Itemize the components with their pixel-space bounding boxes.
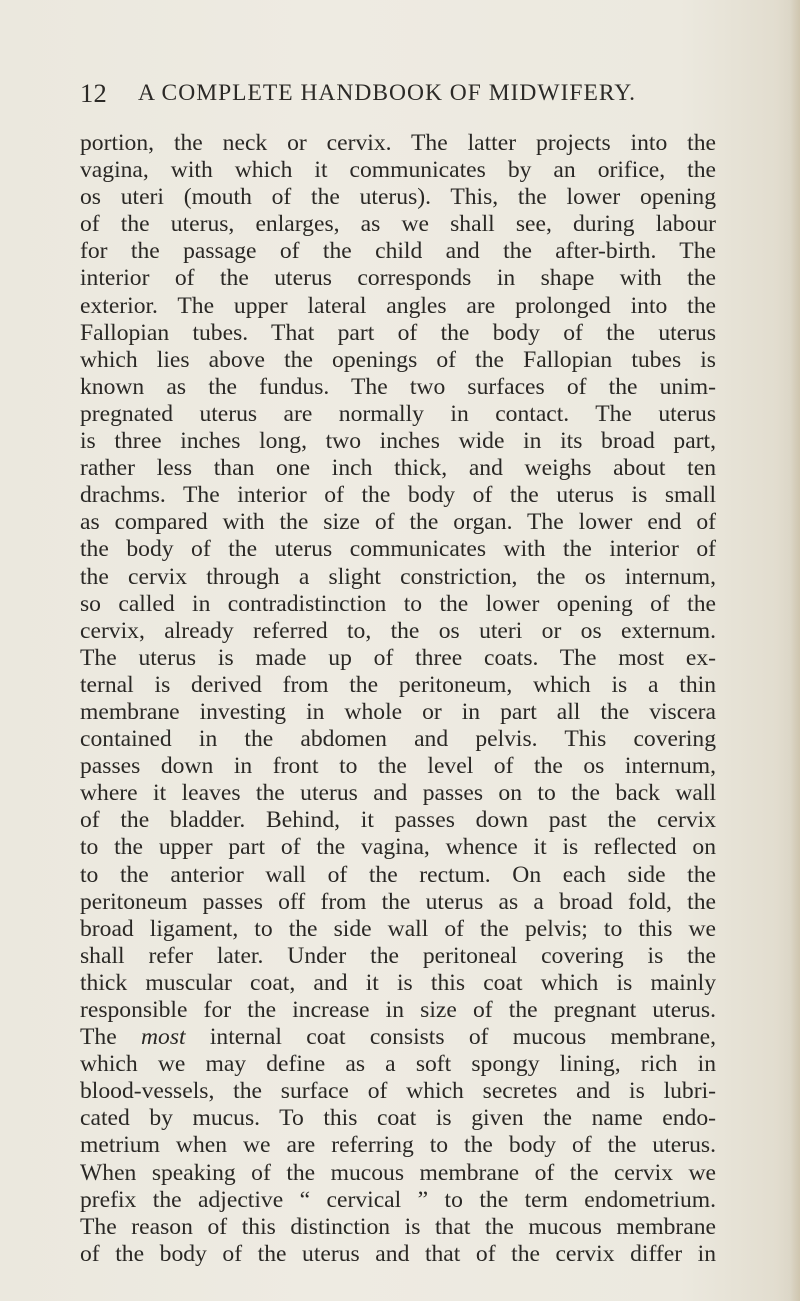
text-line: the body of the uterus communicates with the interior of [80,536,716,563]
text-line: membrane investing in whole or in part all the viscera [80,698,716,725]
text-line: as compared with the size of the organ. The lower end of [80,509,716,536]
text-line: which lies above the openings of the Fallopian tubes is [80,346,716,373]
text-line: prefix the adjective “ cervical ” to the term endometrium. [80,1186,716,1213]
text-line: responsible for the increase in size of the pregnant uterus. [80,997,716,1023]
text-line: cervix, already referred to, the os uteri or os externum. [80,617,716,644]
text-line: The reason of this distinction is that the mucous membrane [80,1213,716,1240]
text-line: blood-vessels, the surface of which secretes and is lubri- [80,1078,716,1105]
text-line: thick muscular coat, and it is this coat which is mainly [80,969,716,996]
text-line: portion, the neck or cervix. The latter projects into the [80,130,716,156]
text-line-italic [80,1024,716,1051]
text-line: shall refer later. Under the peritoneal covering is the [80,942,716,969]
text-segment: The [80,1024,141,1051]
text-line: the cervix through a slight constriction, the os internum, [80,563,716,590]
text-line: peritoneum passes off from the uterus as a broad fold, the [80,888,716,915]
text-line: so called in contradistinction to the lower opening of the [80,590,716,617]
text-line: which we may define as a soft spongy lining, rich in [80,1051,716,1078]
text-line: rather less than one inch thick, and weighs about ten [80,455,716,482]
text-line: drachms. The interior of the body of the uterus is small [80,482,716,509]
italic-word: most [140,1024,186,1051]
text-line: When speaking of the mucous membrane of the cervix we [80,1159,716,1186]
text-line: known as the fundus. The two surfaces of the unim- [80,373,716,400]
text-line: os uteri (mouth of the uterus). This, the lower opening [80,184,716,211]
text-line: pregnated uterus are normally in contact. The uterus [80,400,716,427]
text-line: where it leaves the uterus and passes on to the back wall [80,780,716,807]
text-line: to the upper part of the vagina, whence it is reflected on [80,834,716,861]
text-line: of the uterus, enlarges, as we shall see, during labour [80,211,716,238]
text-line: to the anterior wall of the rectum. On each side the [80,861,716,888]
text-line: The uterus is made up of three coats. The most ex- [80,644,716,671]
body-text [80,130,716,1268]
text-line: contained in the abdomen and pelvis. This covering [80,726,716,753]
text-line: Fallopian tubes. That part of the body of the uterus [80,319,716,346]
text-line: exterior. The upper lateral angles are prolonged into the [80,292,716,319]
text-line: ternal is derived from the peritoneum, which is a thin [80,671,716,698]
text-line: metrium when we are referring to the body of the uterus. [80,1132,716,1159]
text-line: for the passage of the child and the after-birth. The [80,238,716,265]
text-line: interior of the uterus corresponds in shape with the [80,265,716,292]
running-head: A COMPLETE HANDBOOK OF MIDWIFERY. [138,80,637,106]
text-line: vagina, with which it communicates by an orifice, the [80,157,716,184]
text-line: cated by mucus. To this coat is given the name endo- [80,1105,716,1132]
text-line: passes down in front to the level of the os internum, [80,753,716,780]
page-header [80,77,720,109]
text-segment: internal coat consists of mucous membrane, [185,1024,716,1051]
page-number: 12 [80,78,108,108]
text-line: of the bladder. Behind, it passes down past the cervix [80,807,716,834]
text-line: is three inches long, two inches wide in its broad part, [80,428,716,455]
text-line: of the body of the uterus and that of the cervix differ in [80,1240,716,1267]
page-edge-shadow [790,0,800,1301]
text-line: broad ligament, to the side wall of the pelvis; to this we [80,915,716,942]
